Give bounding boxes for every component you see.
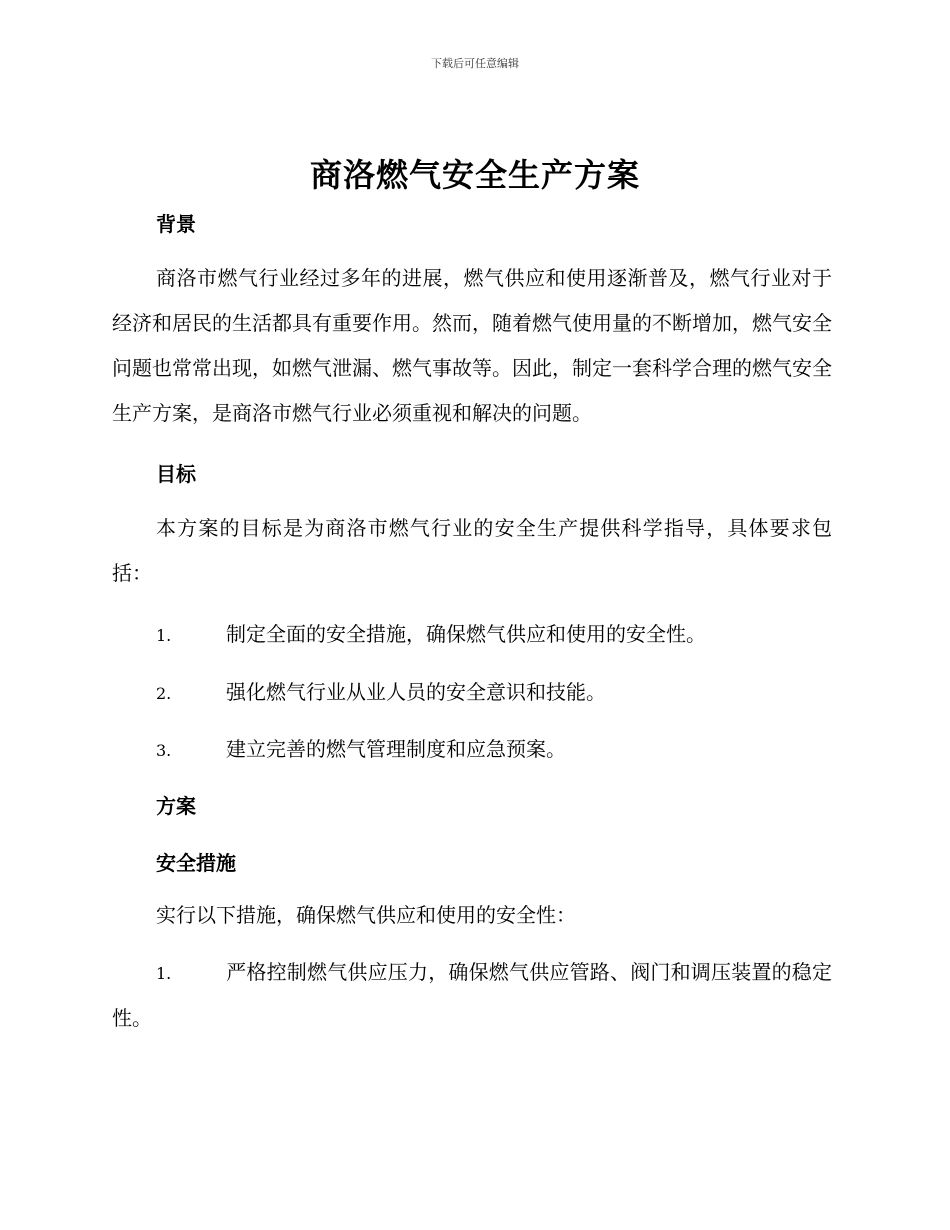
paragraph-goal: 本方案的目标是为商洛市燃气行业的安全生产提供科学指导，具体要求包括： — [112, 516, 832, 585]
list-number: 2. — [156, 684, 172, 703]
heading-plan: 方案 — [156, 794, 196, 818]
plan-list-item-1 — [112, 950, 832, 1041]
subheading-safety-measures: 安全措施 — [156, 851, 236, 875]
document-title: 商洛燃气安全生产方案 — [309, 156, 640, 194]
paragraph-plan-intro: 实行以下措施，确保燃气供应和使用的安全性： — [156, 903, 576, 927]
paragraph-background: 商洛市燃气行业经过多年的进展，燃气供应和使用逐渐普及，燃气行业对于经济和居民的生活都具有重要作用。然而，随着燃气使用量的不断增加，燃气安全问题也常常出现，如燃气泄漏、燃气事故等。因此，制定一套科学合理的燃气安全生产方案，是商洛市燃气行业必须重视和解决的问题。 — [112, 266, 832, 425]
goal-list-item-1 — [156, 618, 706, 647]
list-number: 3. — [156, 741, 172, 760]
list-text: 强化燃气行业从业人员的安全意识和技能。 — [226, 680, 606, 704]
heading-background: 背景 — [156, 212, 196, 236]
list-number: 1. — [156, 626, 172, 645]
list-text: 建立完善的燃气管理制度和应急预案。 — [226, 737, 566, 761]
list-text: 制定全面的安全措施，确保燃气供应和使用的安全性。 — [226, 622, 706, 646]
heading-goal: 目标 — [156, 462, 196, 486]
page-header: 下载后可任意编辑 — [431, 57, 519, 70]
goal-list-item-2 — [156, 676, 606, 705]
list-number: 1. — [156, 964, 172, 983]
goal-list-item-3 — [156, 733, 566, 762]
list-text: 严格控制燃气供应压力，确保燃气供应管路、阀门和调压装置的稳定性。 — [112, 960, 832, 1030]
